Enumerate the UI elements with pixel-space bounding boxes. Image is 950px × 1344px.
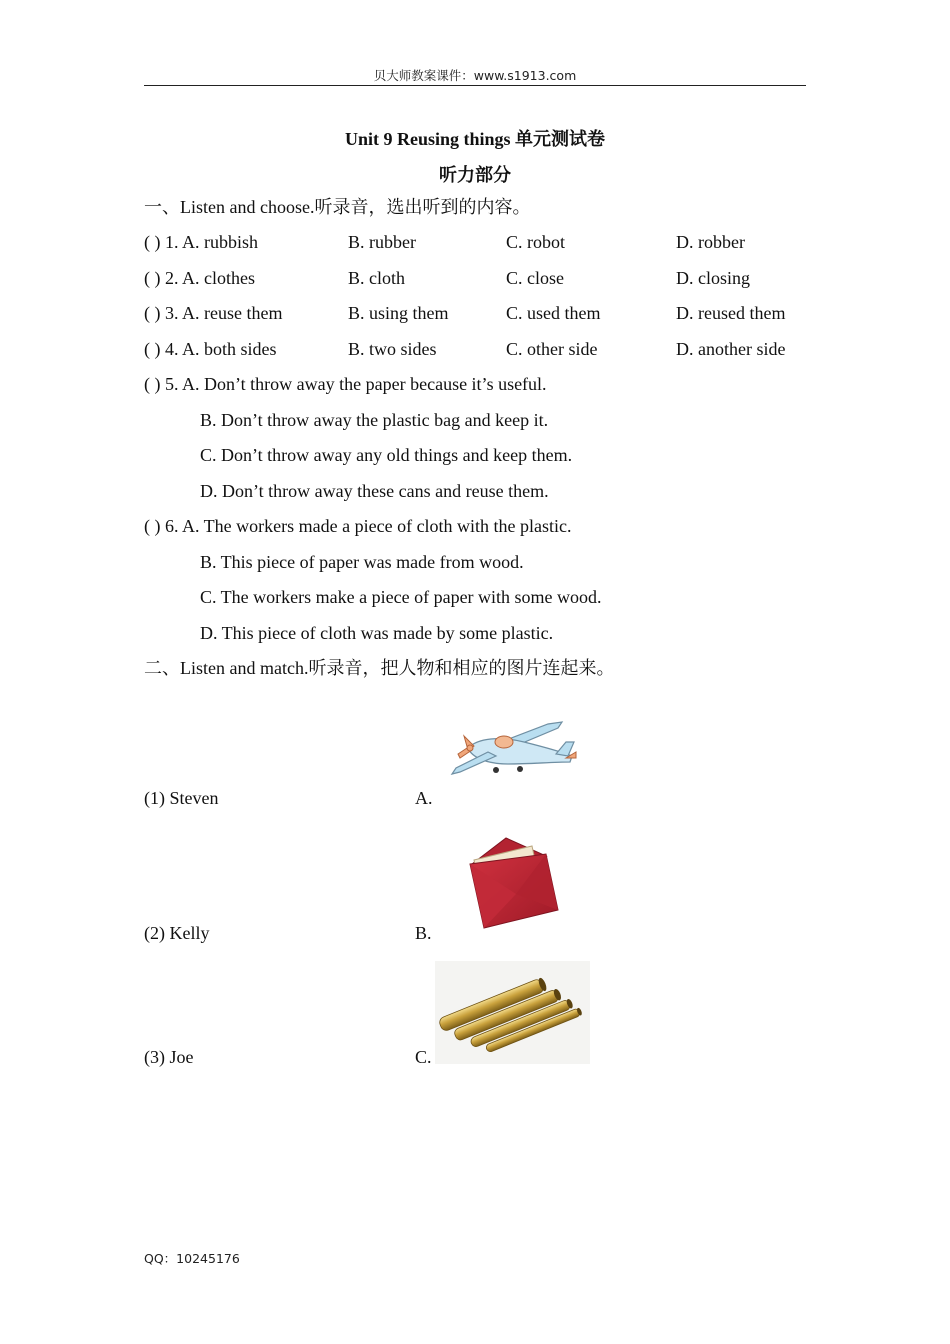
question-4-option-c: C. other side	[506, 339, 598, 359]
question-3-option-c: C. used them	[506, 303, 601, 323]
question-2-option-b: B. cloth	[348, 268, 405, 288]
pipes-picture	[435, 961, 590, 1064]
question-6-option-b: B. This piece of paper was made from wood.	[200, 552, 524, 572]
question-3-option-b: B. using them	[348, 303, 449, 323]
section1-heading: 一、Listen and choose.听录音，选出听到的内容。	[144, 197, 531, 217]
page-subtitle: 听力部分	[439, 165, 511, 185]
question-1-option-b: B. rubber	[348, 232, 416, 252]
question-5-option-b: B. Don’t throw away the plastic bag and keep it.	[200, 410, 549, 430]
person-kelly: (2) Kelly	[144, 923, 210, 943]
airplane-picture	[448, 712, 578, 780]
match-letter-c: C.	[415, 1047, 432, 1067]
question-6-option-d: D. This piece of cloth was made by some plastic.	[200, 623, 554, 643]
page-title: Unit 9 Reusing things 单元测试卷	[344, 129, 606, 149]
question-4-option-b: B. two sides	[348, 339, 437, 359]
person-joe: (3) Joe	[144, 1047, 194, 1067]
question-1-option-a: ( ) 1. A. rubbish	[144, 232, 258, 252]
person-steven: (1) Steven	[144, 788, 219, 808]
section2-heading: 二、Listen and match.听录音，把人物和相应的图片连起来。	[144, 658, 615, 678]
page-footer: QQ：10245176	[144, 1251, 240, 1266]
question-2-option-a: ( ) 2. A. clothes	[144, 268, 255, 288]
question-6-option-a: ( ) 6. A. The workers made a piece of cloth with the plastic.	[144, 516, 572, 536]
question-1-option-d: D. robber	[676, 232, 745, 252]
question-4-option-d: D. another side	[676, 339, 786, 359]
question-2-option-d: D. closing	[676, 268, 750, 288]
envelope-picture	[466, 834, 562, 930]
question-1-option-c: C. robot	[506, 232, 566, 252]
question-5-option-a: ( ) 5. A. Don’t throw away the paper because it’s useful.	[144, 374, 547, 394]
question-5-option-d: D. Don’t throw away these cans and reuse them.	[200, 481, 549, 501]
question-5-option-c: C. Don’t throw away any old things and keep them.	[200, 445, 573, 465]
question-3-option-d: D. reused them	[676, 303, 786, 323]
question-4-option-a: ( ) 4. A. both sides	[144, 339, 277, 359]
question-2-option-c: C. close	[506, 268, 564, 288]
match-letter-a: A.	[415, 788, 433, 808]
match-letter-b: B.	[415, 923, 432, 943]
question-6-option-c: C. The workers make a piece of paper with some wood.	[200, 587, 602, 607]
header-rule	[144, 85, 806, 86]
question-3-option-a: ( ) 3. A. reuse them	[144, 303, 283, 323]
page-header: 贝大师教案课件：www.s1913.com	[373, 68, 577, 83]
